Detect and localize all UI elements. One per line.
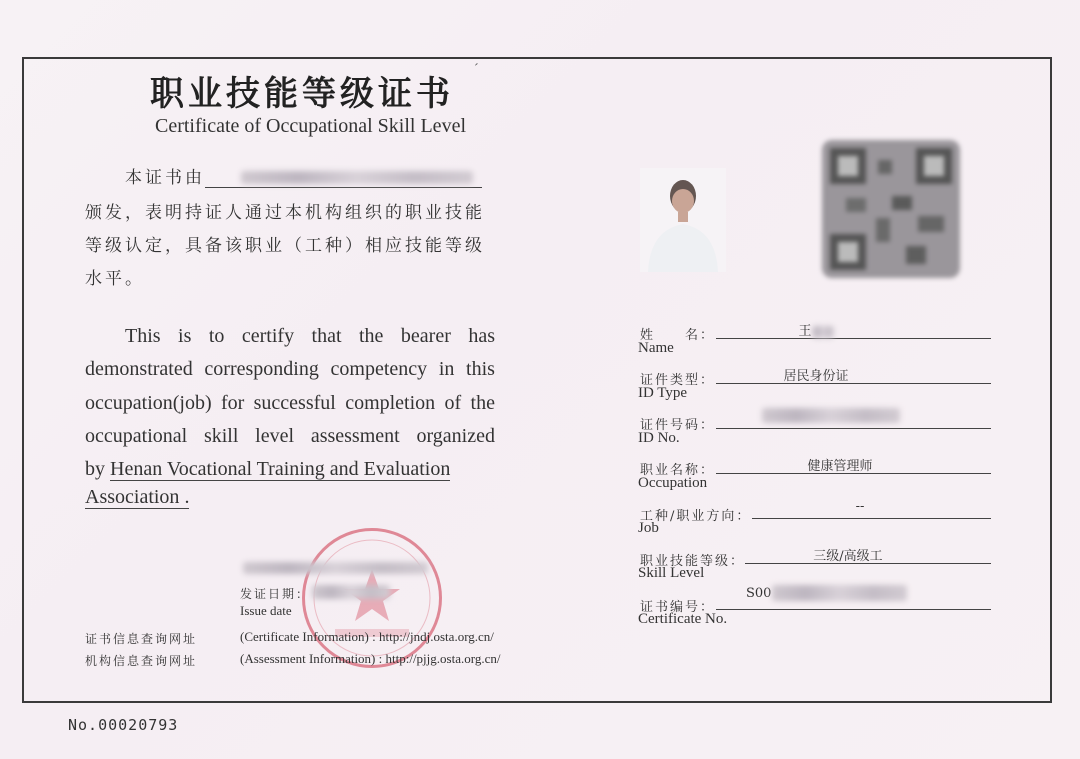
id-no-redacted <box>762 408 902 424</box>
en-body-line4 <box>85 425 495 448</box>
job-value: -- <box>855 499 865 514</box>
id-no-label-en: ID No. <box>638 430 680 446</box>
cert-no-label-cn: 证书编号： <box>640 600 716 615</box>
cn-body-line2: 颁发，表明持证人通过本机构组织的职业技能 <box>85 203 485 223</box>
en-word: level <box>255 425 295 447</box>
en-word: to <box>208 325 225 347</box>
en-word: the <box>359 325 384 347</box>
id-type-label-en: ID Type <box>638 385 688 401</box>
cert-no-label-en: Certificate No. <box>638 611 728 627</box>
cert-query-label: 证书信息查询网址 <box>85 632 198 646</box>
cn-body-line4: 水平。 <box>85 269 145 289</box>
en-body-line3 <box>85 392 495 415</box>
cert-query-url[interactable]: (Certificate Information) : http://jndj.osta.org.cn/ <box>240 629 494 644</box>
en-word: assessment <box>310 425 400 447</box>
name-value: 王 <box>716 320 916 339</box>
en-word: of <box>444 392 462 414</box>
issue-date-label: 发证日期： <box>240 587 311 601</box>
issue-date-redacted <box>312 583 392 601</box>
issuer-blank-start <box>205 169 237 188</box>
assess-query-url[interactable]: (Assessment Information) : http://pjjg.osta.org.cn/ <box>240 651 501 666</box>
issue-date-label-en: Issue date <box>240 603 292 618</box>
en-word: occupational <box>85 425 188 447</box>
en-word: bearer <box>400 325 451 347</box>
en-word: competency <box>330 358 428 380</box>
cn-body-line1 <box>125 163 482 188</box>
occupation-value: 健康管理师 <box>807 459 873 474</box>
issuer-redacted <box>237 169 482 188</box>
en-body-line6 <box>85 486 189 509</box>
cert-no-value: S00 <box>746 584 907 602</box>
cert-no-underline <box>716 609 991 610</box>
id-no-underline <box>716 428 991 429</box>
holder-photo <box>640 168 726 272</box>
assessment-org-name: Henan Vocational Training and Evaluation <box>110 458 451 480</box>
assess-query-label: 机构信息查询网址 <box>85 654 198 668</box>
id-type-value: 居民身份证 <box>783 369 849 384</box>
skill-level-value: 三级/高级工 <box>813 549 883 564</box>
occupation-label-cn: 职业名称： <box>640 463 716 478</box>
occupation-label-en: Occupation <box>638 475 708 491</box>
name-label-en: Name <box>638 340 674 356</box>
skill-level-label-cn: 职业技能等级： <box>640 554 746 569</box>
qr-code <box>822 140 960 278</box>
en-word: This <box>125 325 161 347</box>
en-word: skill <box>203 425 239 447</box>
id-type-label-cn: 证件类型： <box>640 373 716 388</box>
name-label-cn: 姓 名： <box>640 328 716 343</box>
job-label-cn: 工种/职业方向： <box>640 509 752 524</box>
en-word: completion <box>345 392 436 414</box>
skill-level-label-en: Skill Level <box>638 565 705 581</box>
en-word: is <box>178 325 192 347</box>
en-word: that <box>311 325 342 347</box>
en-word: has <box>468 325 495 347</box>
cn-body-line3: 等级认定，具备该职业（工种）相应技能等级 <box>85 236 485 256</box>
en-word: successful <box>253 392 336 414</box>
en-by: by <box>85 458 105 480</box>
en-word: corresponding <box>204 358 319 380</box>
en-word: occupation(job) <box>85 392 212 414</box>
en-word: organized <box>416 425 495 447</box>
assessment-org-name-cont: Association . <box>85 486 190 508</box>
corner-mark: ˊ <box>474 62 479 77</box>
cn-issuer-prefix: 本证书由 <box>125 168 205 188</box>
job-underline <box>752 518 991 519</box>
en-word: for <box>220 392 245 414</box>
en-word: certify <box>241 325 295 347</box>
en-word: the <box>470 392 495 414</box>
en-body-line2 <box>85 358 495 381</box>
issuer-name-redacted <box>243 562 433 574</box>
id-no-label-cn: 证件号码： <box>640 418 716 433</box>
title-chinese: 职业技能等级证书 <box>150 74 454 114</box>
job-label-en: Job <box>638 520 659 536</box>
serial-number: No.00020793 <box>68 716 179 734</box>
en-word: demonstrated <box>85 358 193 380</box>
en-body-line1 <box>125 325 495 348</box>
en-body-line5 <box>85 458 450 481</box>
title-english: Certificate of Occupational Skill Level <box>155 115 466 137</box>
en-word: in <box>438 358 455 380</box>
en-word: this <box>466 358 495 380</box>
